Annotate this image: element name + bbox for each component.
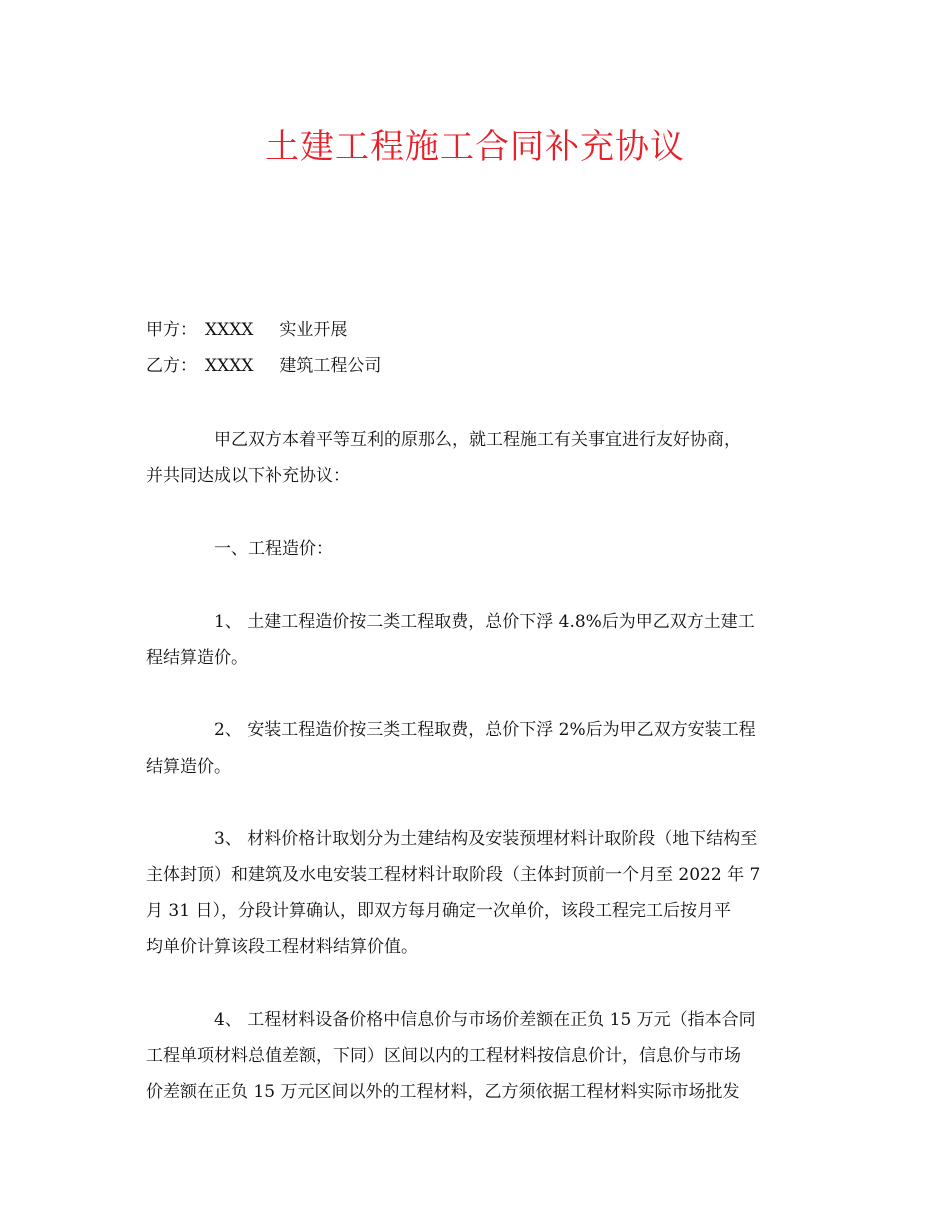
item-4-line-3: 价差额在正负 15 万元区间以外的工程材料，乙方须依据工程材料实际市场批发	[146, 1082, 740, 1102]
party-a-name: 实业开展	[279, 320, 348, 340]
section-1-heading: 一、工程造价：	[214, 539, 333, 559]
party-b-label: 乙方：	[146, 356, 197, 376]
item-1-line-2: 程结算造价。	[146, 648, 248, 668]
item-1-line-1: 1、 土建工程造价按二类工程取费，总价下浮 4.8%后为甲乙双方土建工	[214, 612, 755, 632]
item-4-line-2: 工程单项材料总值差额，下同）区间以内的工程材料按信息价计，信息价与市场	[146, 1046, 741, 1066]
page-title: 土建工程施工合同补充协议	[265, 127, 685, 167]
item-3-line-2: 主体封顶）和建筑及水电安装工程材料计取阶段（主体封顶前一个月至 2022 年 7	[146, 865, 761, 885]
item-3-line-3: 月 31 日），分段计算确认，即双方每月确定一次单价，该段工程完工后按月平	[146, 901, 731, 921]
item-3-line-1: 3、 材料价格计取划分为土建结构及安装预埋材料计取阶段（地下结构至	[214, 829, 758, 849]
party-b-name: 建筑工程公司	[279, 356, 382, 376]
intro-line-2: 并共同达成以下补充协议：	[146, 466, 350, 486]
party-b-line	[146, 355, 381, 377]
item-4-line-1: 4、 工程材料设备价格中信息价与市场价差额在正负 15 万元（指本合同	[214, 1010, 756, 1030]
party-a-line	[146, 319, 347, 341]
item-3-line-4: 均单价计算该段工程材料结算价值。	[146, 937, 418, 957]
party-b-code: XXXX	[205, 356, 254, 376]
item-2-line-2: 结算造价。	[146, 757, 231, 777]
item-2-line-1: 2、 安装工程造价按三类工程取费，总价下浮 2%后为甲乙双方安装工程	[214, 720, 756, 740]
intro-line-1: 甲乙双方本着平等互利的原那么，就工程施工有关事宜进行友好协商，	[214, 430, 741, 450]
party-a-code: XXXX	[205, 320, 254, 340]
party-a-label: 甲方：	[146, 320, 197, 340]
